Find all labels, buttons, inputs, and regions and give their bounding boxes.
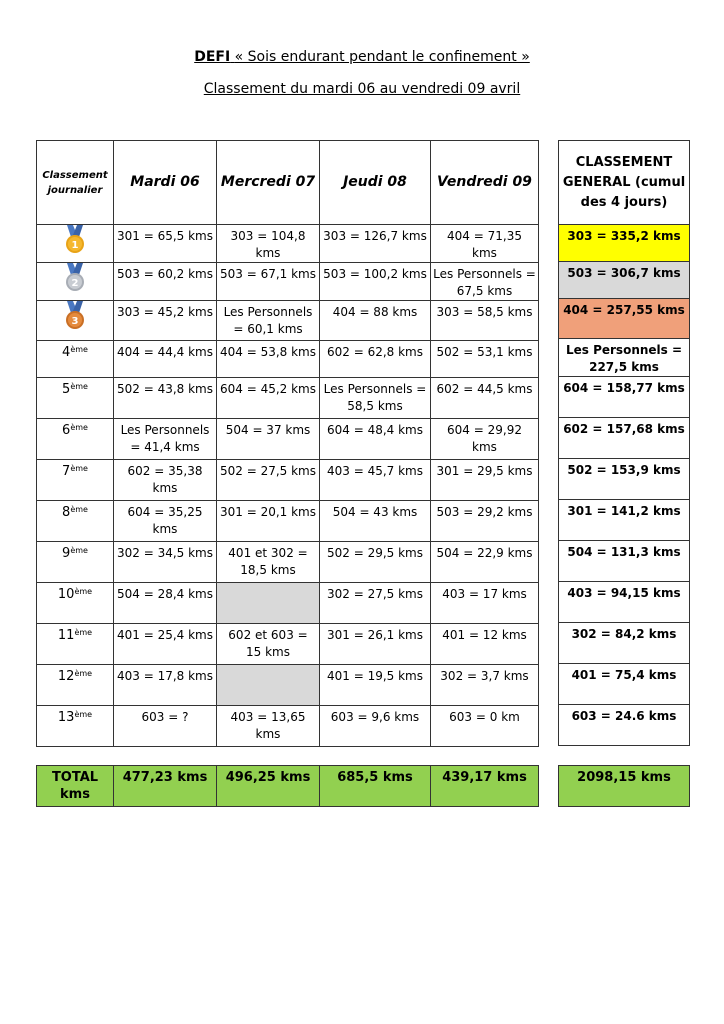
result-cell: 504 = 22,9 kms [431,542,539,583]
general-header: CLASSEMENT GENERAL (cumul des 4 jours) [559,141,690,225]
rank-number: 9 [62,546,71,561]
rank-cell [37,419,114,460]
general-cell: 301 = 141,2 kms [559,500,690,541]
general-cell: 401 = 75,4 kms [559,664,690,705]
result-cell: 403 = 13,65 kms [217,706,320,747]
result-cell: 604 = 35,25 kms [114,501,217,542]
general-cell: 303 = 335,2 kms [559,225,690,262]
general-total-table [558,765,690,807]
general-row [559,225,690,262]
result-cell: 502 = 27,5 kms [217,460,320,501]
result-cell: 303 = 126,7 kms [320,225,431,263]
result-cell: 403 = 17 kms [431,583,539,624]
rank-cell [37,263,114,301]
rank-cell [37,706,114,747]
result-cell: 403 = 45,7 kms [320,460,431,501]
result-cell: 503 = 67,1 kms [217,263,320,301]
general-row [559,705,690,746]
result-cell: 404 = 71,35 kms [431,225,539,263]
rank-number: 8 [62,505,71,520]
general-row [559,664,690,705]
result-cell: 502 = 29,5 kms [320,542,431,583]
result-cell: 301 = 26,1 kms [320,624,431,665]
result-cell: Les Personnels = 58,5 kms [320,378,431,419]
day-total: 496,25 kms [217,766,320,807]
result-cell: 503 = 29,2 kms [431,501,539,542]
result-cell: 503 = 60,2 kms [114,263,217,301]
rank-number: 6 [62,423,71,438]
table-row [37,460,539,501]
result-cell: 401 et 302 = 18,5 kms [217,542,320,583]
rank-suffix: ème [74,669,93,678]
table-row [37,706,539,747]
result-cell: 301 = 65,5 kms [114,225,217,263]
result-cell: 602 = 44,5 kms [431,378,539,419]
table-row [37,542,539,583]
table-row [37,378,539,419]
rank-cell [37,542,114,583]
result-cell: 303 = 45,2 kms [114,301,217,341]
result-cell: 302 = 34,5 kms [114,542,217,583]
result-cell: 604 = 48,4 kms [320,419,431,460]
result-cell: 602 = 35,38 kms [114,460,217,501]
result-cell: 302 = 27,5 kms [320,583,431,624]
result-cell: 602 = 62,8 kms [320,341,431,378]
general-total: 2098,15 kms [559,766,690,807]
result-cell: 401 = 19,5 kms [320,665,431,706]
bronze-medal-icon [63,301,87,331]
day-header: Jeudi 08 [320,141,431,225]
title-text: « Sois endurant pendant le confinement » [234,49,530,65]
rank-cell [37,301,114,341]
table-row [37,665,539,706]
result-cell: 603 = 0 km [431,706,539,747]
rank-suffix: ème [74,628,93,637]
rank-number: 12 [57,669,75,684]
rank-cell [37,341,114,378]
table-row [37,341,539,378]
result-cell: 404 = 53,8 kms [217,341,320,378]
result-cell: 504 = 37 kms [217,419,320,460]
result-cell: 303 = 104,8 kms [217,225,320,263]
totals-table [36,765,539,807]
result-cell: 504 = 28,4 kms [114,583,217,624]
general-cell: 403 = 94,15 kms [559,582,690,623]
day-header: Mardi 06 [114,141,217,225]
table-header-row [37,141,539,225]
rank-suffix: ème [70,546,88,555]
day-total: 685,5 kms [320,766,431,807]
rank-suffix: ème [74,710,93,719]
result-cell: 602 et 603 = 15 kms [217,624,320,665]
table-row [37,583,539,624]
general-row [559,339,690,377]
result-cell: Les Personnels = 67,5 kms [431,263,539,301]
table-row [37,419,539,460]
svg-text:3: 3 [71,316,79,327]
result-cell: Les Personnels = 41,4 kms [114,419,217,460]
rank-suffix: ème [70,464,88,473]
rank-cell [37,460,114,501]
day-header: Vendredi 09 [431,141,539,225]
result-cell: Les Personnels = 60,1 kms [217,301,320,341]
result-cell: 502 = 53,1 kms [431,341,539,378]
rank-suffix: ème [70,505,88,514]
general-cell: Les Personnels = 227,5 kms [559,339,690,377]
result-cell: 404 = 88 kms [320,301,431,341]
general-cell: 602 = 157,68 kms [559,418,690,459]
result-cell: 504 = 43 kms [320,501,431,542]
rank-suffix: ème [70,345,88,354]
general-cell: 504 = 131,3 kms [559,541,690,582]
general-row [559,623,690,664]
rank-number: 10 [57,587,75,602]
general-row [559,262,690,299]
general-cell: 603 = 24.6 kms [559,705,690,746]
result-cell: 401 = 25,4 kms [114,624,217,665]
general-ranking-table [558,140,690,746]
table-row [37,301,539,341]
result-cell: 603 = 9,6 kms [320,706,431,747]
general-row [559,582,690,623]
result-cell [217,665,320,706]
table-row [37,263,539,301]
result-cell: 604 = 45,2 kms [217,378,320,419]
result-cell: 403 = 17,8 kms [114,665,217,706]
day-header: Mercredi 07 [217,141,320,225]
general-row [559,500,690,541]
general-cell: 404 = 257,55 kms [559,299,690,339]
general-row [559,541,690,582]
result-cell: 301 = 29,5 kms [431,460,539,501]
general-row [559,377,690,418]
rank-number: 4 [62,345,71,360]
general-cell: 503 = 306,7 kms [559,262,690,299]
rank-cell [37,501,114,542]
result-cell: 502 = 43,8 kms [114,378,217,419]
rank-suffix: ème [70,382,88,391]
general-row [559,299,690,339]
rank-number: 11 [57,628,75,643]
title-prefix: DEFI [194,49,231,65]
totals-label: TOTAL kms [37,766,114,807]
silver-medal-icon [63,263,87,293]
result-cell [217,583,320,624]
gold-medal-icon [63,225,87,255]
rank-number: 5 [62,382,71,397]
general-row [559,459,690,500]
day-total: 439,17 kms [431,766,539,807]
table-row [37,501,539,542]
rank-number: 13 [57,710,75,725]
general-cell: 502 = 153,9 kms [559,459,690,500]
rank-cell [37,378,114,419]
daily-ranking-table [36,140,539,747]
result-cell: 604 = 29,92 kms [431,419,539,460]
rank-suffix: ème [74,587,93,596]
rank-cell [37,624,114,665]
result-cell: 303 = 58,5 kms [431,301,539,341]
result-cell: 603 = ? [114,706,217,747]
general-row [559,418,690,459]
document-title [0,49,724,65]
table-row [37,624,539,665]
result-cell: 301 = 20,1 kms [217,501,320,542]
svg-text:2: 2 [71,278,79,289]
rank-header: Classement journalier [37,141,114,225]
general-cell: 302 = 84,2 kms [559,623,690,664]
totals-row [37,766,539,807]
day-total: 477,23 kms [114,766,217,807]
result-cell: 404 = 44,4 kms [114,341,217,378]
result-cell: 302 = 3,7 kms [431,665,539,706]
general-cell: 604 = 158,77 kms [559,377,690,418]
result-cell: 401 = 12 kms [431,624,539,665]
result-cell: 503 = 100,2 kms [320,263,431,301]
rank-cell [37,665,114,706]
table-row [37,225,539,263]
rank-cell [37,225,114,263]
document-subtitle: Classement du mardi 06 au vendredi 09 avril [203,81,521,97]
svg-text:1: 1 [71,240,79,251]
rank-suffix: ème [70,423,88,432]
rank-cell [37,583,114,624]
rank-number: 7 [62,464,71,479]
